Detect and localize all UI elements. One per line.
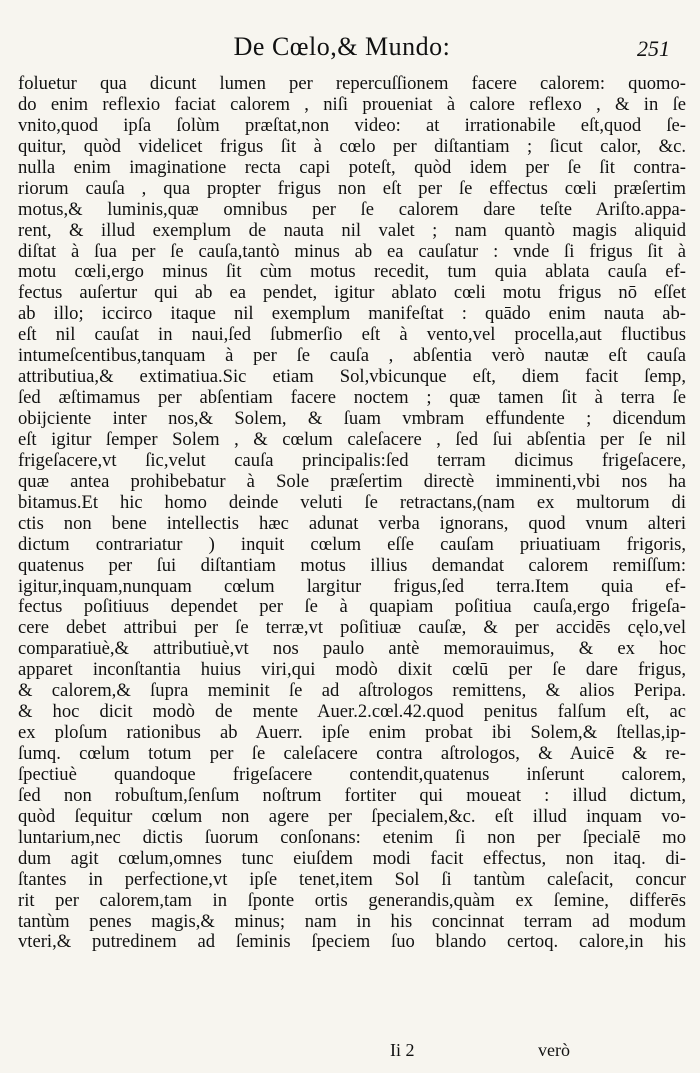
text-line: frigeſacere,vt ſic,velut cauſa principalis:ſed terram dicimus frigeſacere,	[18, 450, 686, 471]
text-line: apparet inconſtantia huius viri,qui modò dixit cœlū per ſe dare frigus,	[18, 660, 686, 681]
text-line: motus,& luminis,quæ omnibus per ſe calorem dare teſte Ariſto.appa-	[18, 199, 686, 220]
text-line: fectus auſertur qui ab ea pendet, igitur ablato cœli motu frigus nō eſſet	[18, 283, 686, 304]
text-line: bitamus.Et hic homo deinde veluti ſe retractans,(nam ex multorum di	[18, 492, 686, 513]
text-line: ſed æſtimamus per abſentiam facere noctem ; quæ tamen ſit à terra ſe	[18, 388, 686, 409]
text-line: quæ antea prohibebatur à Sole præſertim directè imminenti,vbi nos ha	[18, 471, 686, 492]
text-line: intumeſcentibus,tanquam à per ſe cauſa , abſentia verò nautæ eſt cauſa	[18, 346, 686, 367]
text-line: diſtat à ſua per ſe cauſa,tantò minus ab ea cauſatur : vnde ſi frigus ſit à	[18, 241, 686, 262]
text-line: nulla enim imaginatione recta capi poteſt, quòd idem per ſe ſit contra-	[18, 157, 686, 178]
text-line: foluetur qua dicunt lumen per repercuſſionem facere calorem: quomo-	[18, 74, 686, 94]
catchword: verò	[538, 1040, 570, 1060]
text-line: do enim reflexio faciat calorem , niſi proueniat à calore reflexo , & in ſe	[18, 94, 686, 115]
text-line: comparatiuè,& attributiuè,vt nos paulo antè memorauimus, & ex hoc	[18, 639, 686, 660]
text-line: attributiua,& extimatiua.Sic etiam Sol,vbicunque eſt, diem facit ſemp,	[18, 367, 686, 388]
text-line: fectus poſitiuus dependet per ſe à quapiam poſitiua cauſa,ergo frigeſa-	[18, 597, 686, 618]
text-line: eſt igitur ſemper Solem , & cœlum caleſacere , ſed ſui abſentia per ſe nil	[18, 429, 686, 450]
text-line: vnito,quod ipſa ſolùm præſtat,non video: at irrationabile eſt,quod ſe-	[18, 115, 686, 136]
text-line: cere debet attribui per ſe terræ,vt poſitiuæ cauſæ, & per accidēs cęlo,vel	[18, 618, 686, 639]
page-header	[14, 32, 670, 68]
text-line: & calorem,& ſupra meminit ſe ad aſtrologos remittens, & alios Peripa.	[18, 681, 686, 702]
text-line: quatenus per ſui diſtantiam motus illius demandat calorem remiſſum:	[18, 555, 686, 576]
text-line: vteri,& putredinem ad ſeminis ſpeciem ſuo blando certoq. calore,in his	[18, 932, 686, 953]
text-line: ſed non robuſtum,ſenſum noſtrum fortiter qui moueat : illud dictum,	[18, 785, 686, 806]
text-line: ſpectiuè quandoque frigeſacere contendit,quatenus inſerunt calorem,	[18, 764, 686, 785]
text-line: obijciente inter nos,& Solem, & ſuam vmbram effundente ; dicendum	[18, 409, 686, 429]
text-line: luntarium,nec dictis ſuorum conſonans: etenim ſi non per ſpecialē mo	[18, 827, 686, 848]
text-line: quòd ſequitur cœlum non agere per ſpecialem,&c. eſt illud inquam vo-	[18, 806, 686, 827]
text-line: riorum cauſa , qua propter frigus non eſt per ſe effectus cœli præſertim	[18, 178, 686, 199]
page-footer	[18, 1040, 686, 1062]
text-line: motu cœli,ergo minus ſit cùm motus recedit, tum quia ablata cauſa ef-	[18, 262, 686, 283]
text-line: eſt nil cauſat in naui,ſed ſubmerſio eſt à vento,vel procella,aut fluctibus	[18, 325, 686, 346]
text-line: rent, & illud exemplum de nauta nil valet ; nam quantò magis aliquid	[18, 220, 686, 241]
text-line: tantùm penes magis,& minus; nam in his concinnat terram ad modum	[18, 911, 686, 932]
text-line: ſtantes in perfectione,vt ipſe tenet,item Sol ſi tantùm caleſacit, concur	[18, 869, 686, 890]
text-line: & hoc dicit modò de mente Auer.2.cœl.42.quod penitus falſum eſt, ac	[18, 702, 686, 723]
text-line: ex ploſum rationibus ab Auerr. ipſe enim probat ibi Solem,& ſtellas,ip-	[18, 723, 686, 744]
text-line: quitur, quòd videlicet frigus ſit à cœlo per diſtantiam ; ſicut calor, &c.	[18, 136, 686, 157]
text-line: dictum contrariatur ) inquit cœlum eſſe cauſam priuatiuam frigoris,	[18, 534, 686, 555]
text-line: ab illo; iccirco itaque nil exemplum manifeſtat : quādo enim nauta ab-	[18, 304, 686, 325]
body-text	[18, 74, 686, 953]
text-line: rit per calorem,tam in ſponte ortis generandis,quàm ex ſemine, differēs	[18, 890, 686, 911]
text-line: dum agit cœlum,omnes tunc eiuſdem modi facit effectus, non itaq. di-	[18, 848, 686, 869]
text-line: igitur,inquam,nunquam cœlum largitur frigus,ſed terra.Item quia ef-	[18, 576, 686, 597]
text-line: ſumq. cœlum totum per ſe caleſacere contra aſtrologos, & Auicē & re-	[18, 744, 686, 764]
text-line: ctis non bene intellectis hæc adunat verba ignorans, quod vnum alteri	[18, 513, 686, 534]
page-number: 251	[637, 36, 670, 61]
signature-mark: Ii 2	[390, 1040, 415, 1060]
running-title: De Cœlo,& Mundo:	[233, 32, 451, 61]
